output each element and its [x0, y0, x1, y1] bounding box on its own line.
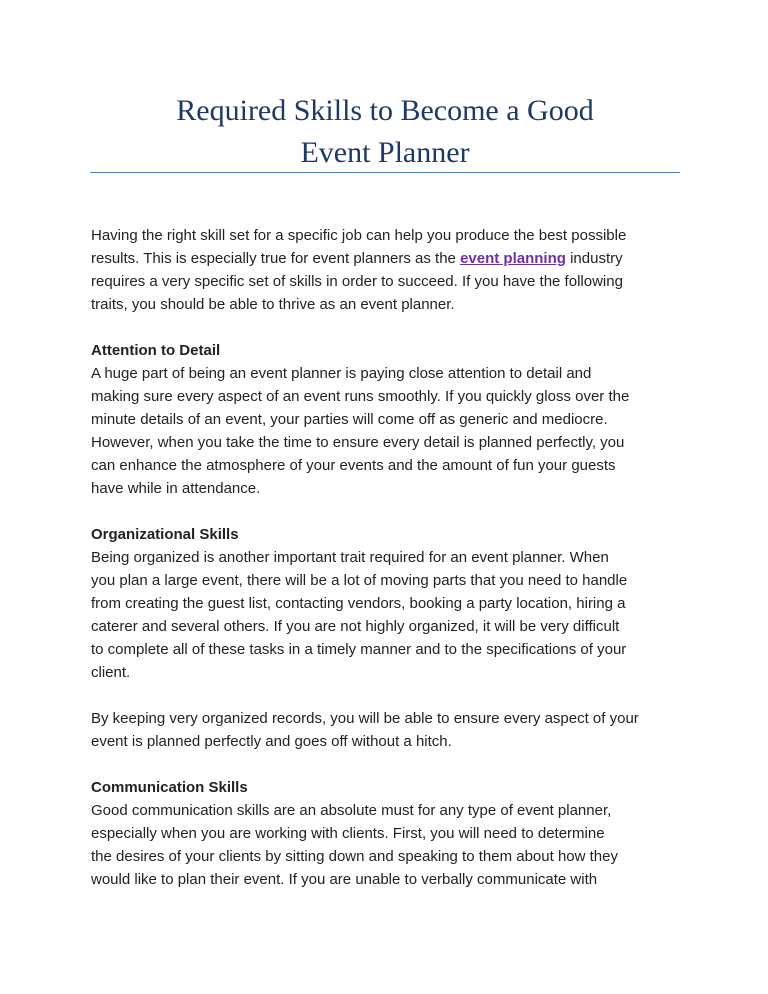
paragraph-gap [91, 684, 691, 707]
document-title [90, 90, 680, 174]
paragraph-line: event is planned perfectly and goes off without a hitch. [91, 733, 452, 750]
paragraph-line: can enhance the atmosphere of your events and the amount of fun your guests [91, 457, 616, 474]
paragraph-line: have while in attendance. [91, 480, 261, 497]
paragraph-line: caterer and several others. If you are not highly organized, it will be very difficult [91, 618, 620, 635]
paragraph-line: making sure every aspect of an event runs smoothly. If you quickly gloss over the [91, 388, 630, 405]
intro-line: requires a very specific set of skills in order to succeed. If you have the following [91, 273, 623, 290]
section-heading-attention-to-detail: Attention to Detail [91, 342, 221, 359]
paragraph-line: Being organized is another important trait required for an event planner. When [91, 549, 609, 566]
paragraph-line: By keeping very organized records, you will be able to ensure every aspect of your [91, 710, 639, 727]
paragraph-line: would like to plan their event. If you are unable to verbally communicate with [91, 871, 598, 888]
paragraph-line: especially when you are working with clients. First, you will need to determine [91, 825, 605, 842]
paragraph-line: minute details of an event, your parties will come off as generic and mediocre. [91, 411, 608, 428]
intro-line: Having the right skill set for a specific job can help you produce the best possible [91, 227, 627, 244]
paragraph-line: A huge part of being an event planner is paying close attention to detail and [91, 365, 592, 382]
paragraph-gap [91, 316, 691, 339]
title-line-2: Event Planner [300, 136, 470, 169]
paragraph-line: Good communication skills are an absolute must for any type of event planner, [91, 802, 612, 819]
title-divider [90, 172, 680, 173]
paragraph-gap [91, 753, 691, 776]
section-heading-organizational-skills: Organizational Skills [91, 526, 239, 543]
paragraph-line: you plan a large event, there will be a lot of moving parts that you need to handle [91, 572, 628, 589]
intro-line: traits, you should be able to thrive as an event planner. [91, 296, 455, 313]
intro-line [91, 247, 691, 270]
document-body [91, 224, 691, 891]
section-heading-communication-skills: Communication Skills [91, 779, 248, 796]
intro-text: results. This is especially true for event planners as the [91, 250, 461, 267]
title-line-1: Required Skills to Become a Good [176, 94, 594, 127]
paragraph-gap [91, 500, 691, 523]
paragraph-line: from creating the guest list, contacting vendors, booking a party location, hiring a [91, 595, 626, 612]
paragraph-line: client. [91, 664, 131, 681]
paragraph-line: to complete all of these tasks in a timely manner and to the specifications of your [91, 641, 627, 658]
paragraph-line: However, when you take the time to ensure every detail is planned perfectly, you [91, 434, 625, 451]
event-planning-link[interactable]: event planning [460, 250, 566, 267]
intro-text: industry [565, 250, 623, 267]
paragraph-line: the desires of your clients by sitting down and speaking to them about how they [91, 848, 618, 865]
